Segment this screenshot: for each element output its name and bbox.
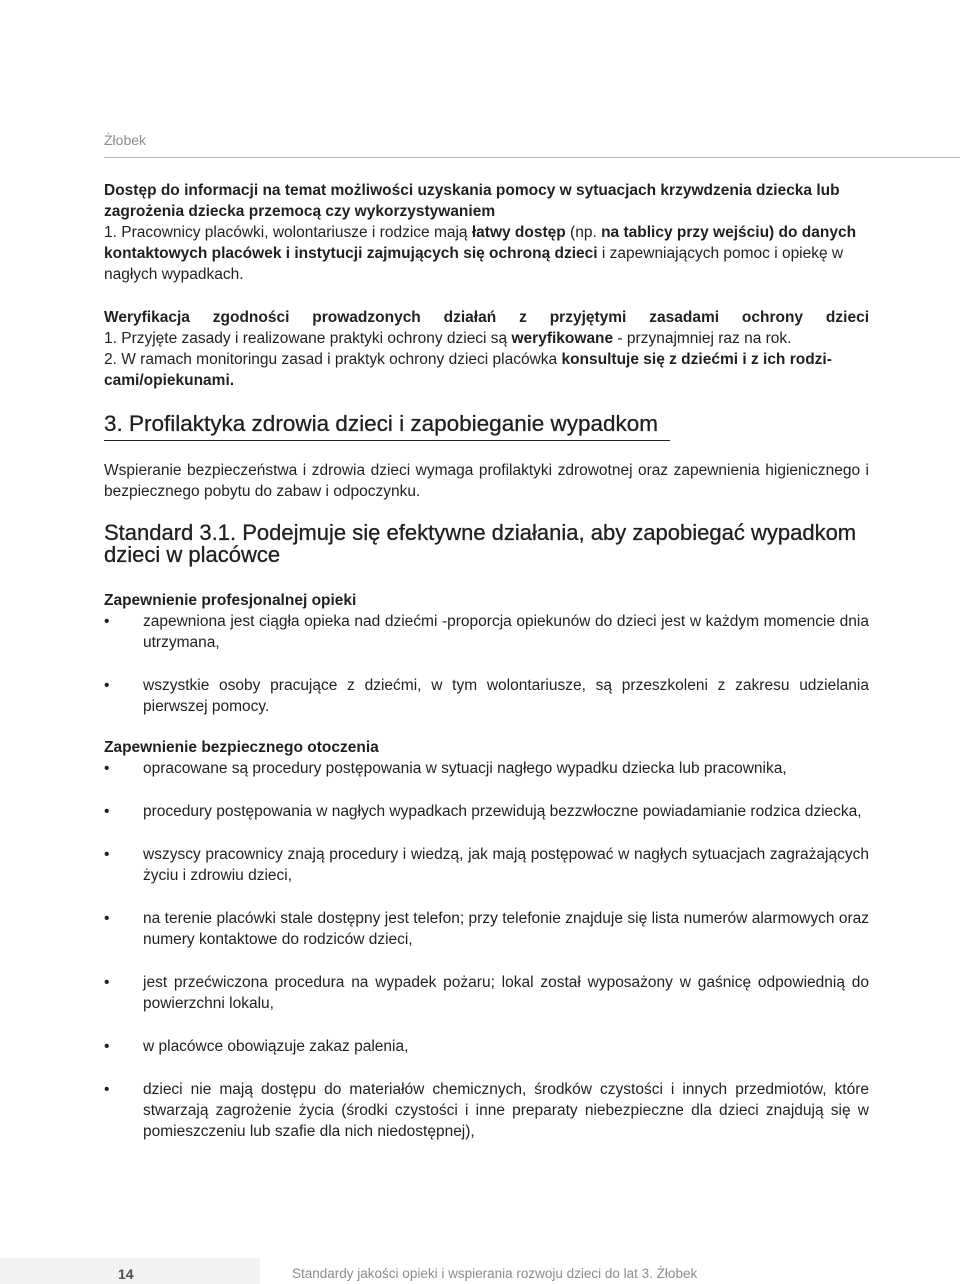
list-item: • na terenie placówki stale dostępny jest telefon; przy telefonie znajduje się lista numerów alarmowych oraz numery kontaktowe do rodziców dzieci, (104, 908, 869, 950)
list-item: • opracowane są procedury postępowania w sytuacji nagłego wypadku dziecka lub pracownika, (104, 758, 869, 779)
care-list (104, 611, 869, 717)
block2-p2-b: konsultuje się z dziećmi i z ich rodzicami/opiekunami. (104, 351, 832, 389)
list-item: • zapewniona jest ciągła opieka nad dziećmi -proporcja opiekunów do dzieci jest w każdym momencie dnia utrzymana, (104, 611, 869, 653)
block1-text-c: (np. (565, 224, 602, 241)
block1-text-e: i zapewniających pomoc i opiekę w nagłych wypadkach. (104, 245, 844, 283)
section-title: 3. Profilaktyka zdrowia dzieci i zapobieganie wypadkom (104, 410, 670, 441)
block1-text-b: łatwy dostęp (471, 224, 566, 241)
page-number: 14 (118, 1266, 134, 1282)
running-header: Żłobek (104, 132, 147, 148)
block2-p1-c: - przynajmniej raz na rok. (613, 330, 792, 347)
safety-list (104, 758, 869, 1142)
list-item: • wszystkie osoby pracujące z dziećmi, w tym wolontariusze, są przeszkoleni z zakresu udzielania pierwszej pomocy. (104, 675, 869, 717)
standard-title: Standard 3.1. Podejmuje się efektywne działania, aby zapobiegać wypadkom dzieci w placówce (104, 520, 857, 567)
block1-heading: Dostęp do informacji na temat możliwości uzyskania pomocy w sytuacjach krzywdzenia dziecka lub zagrożenia dziecka przemocą czy wykorzystywaniem (104, 182, 840, 220)
list-item: • jest przećwiczona procedura na wypadek pożaru; lokal został wyposażony w gaśnicę odpowiednią do powierzchni lokalu, (104, 972, 869, 1014)
block1-text-a: 1. Pracownicy placówki, wolontariusze i rodzice mają (104, 224, 472, 241)
block1-paragraph (104, 222, 869, 285)
block2-paragraph-2 (104, 349, 869, 391)
block2-p2-a: 2. W ramach monitoringu zasad i praktyk ochrony dzieci placówka (104, 351, 562, 368)
safety-heading: Zapewnienie bezpiecznego otoczenia (104, 739, 379, 756)
block1-text-d: na tablicy przy wejściu) do danych kontaktowych placówek i instytucji zajmujących się ochroną dzieci (104, 224, 857, 262)
list-item: • wszyscy pracownicy znają procedury i wiedzą, jak mają postępować w nagłych sytuacjach zagrażających życiu i zdrowiu dzieci, (104, 844, 869, 886)
block2-paragraph-1 (104, 328, 869, 349)
page-content (104, 180, 869, 1164)
list-item: • procedury postępowania w nagłych wypadkach przewidują bezzwłoczne powiadamianie rodzica dziecka, (104, 801, 869, 822)
header-divider (104, 157, 960, 158)
list-item: • dzieci nie mają dostępu do materiałów chemicznych, środków czystości i innych przedmiotów, które stwarzają zagrożenie życia (środki czystości i inne preparaty niebezpieczne dla dzieci znajdują się w pomieszczeniu lub szafie dla nich niedostępnej), (104, 1079, 869, 1142)
footer-title: Standardy jakości opieki i wspierania rozwoju dzieci do lat 3. Żłobek (292, 1266, 698, 1281)
block2-p1-a: 1. Przyjęte zasady i realizowane praktyki ochrony dzieci są (104, 330, 512, 347)
section-intro: Wspieranie bezpieczeństwa i zdrowia dzieci wymaga profilaktyki zdrowotnej oraz zapewnienia higienicznego i bezpiecznego pobytu do zabaw i odpoczynku. (104, 462, 869, 500)
care-heading: Zapewnienie profesjonalnej opieki (104, 592, 357, 609)
block2-p1-b: weryfikowane (511, 330, 614, 347)
list-item: • w placówce obowiązuje zakaz palenia, (104, 1036, 869, 1057)
block2-heading: Weryfikacja zgodności prowadzonych działań z przyjętymi zasadami ochrony dzieci (104, 309, 869, 326)
